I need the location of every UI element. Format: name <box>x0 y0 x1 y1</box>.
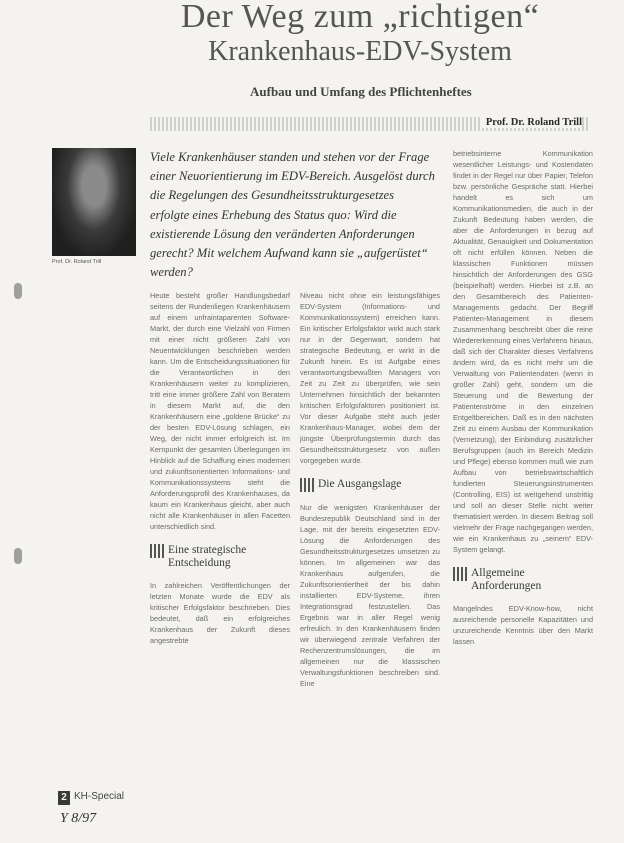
column-3 <box>453 148 593 647</box>
heading-text: Allgemeine Anforderungen <box>471 567 542 592</box>
heading-marker-icon <box>453 567 467 581</box>
section-heading-general-requirements <box>453 567 593 593</box>
heading-text: Die Ausgangslage <box>318 478 402 490</box>
column-3-paragraph-2: Mangelndes EDV-Know-how, nicht ausreichende personelle Kapazitäten und unzureichende Kenntnis über den Markt lassen <box>453 604 593 646</box>
handwritten-note: Y 8/97 <box>60 811 97 826</box>
section-heading-initial-situation <box>300 478 440 492</box>
magazine-name: KH-Special <box>74 791 125 802</box>
heading-marker-icon <box>150 544 164 558</box>
column-1 <box>150 290 290 646</box>
page-number: 2 <box>58 791 70 805</box>
author-photo <box>52 148 136 256</box>
column-2-paragraph-2: Nur die wenigsten Krankenhäuser der Bundesrepublik Deutschland sind in der Lage, mit der bereits eingesetzten EDV-Lösung die Anforderungen des Gesundheitsstrukturgesetzes umsetzen zu können. Im allgemeinen war das Krankenhaus aufgerufen, die Zukunftsorientiertheit der bis dahin installierten EDV-Systeme, ihren Integrationsgrad festzustellen. Das Ergebnis war in aller Regel wenig erfreulich. In den Krankenhäusern finden wir überwiegend zentrale Verfahren der Rechenzentrumslösungen, die im allgemeinen nur die klassischen Verwaltungsfunktionen beschreiben sind. Eine <box>300 503 440 688</box>
article-title <box>150 0 570 66</box>
column-2 <box>300 290 440 689</box>
column-3-paragraph-1: betriebsinterne Kommunikation wesentlicher Leistungs- und Kostendaten findet in der Regel nur über Papier, Telefon bzw. persönliche Gespräche statt. Hierbei handelt es sich um Kommunikationsmedien, die auch in der Zukunft Bedeutung haben werden, die aber die Anforderungen in bezug auf Aktualität, Genauigkeit und Dokumentation oft nicht erfüllen können. Neben die klassischen Funktionen müssen hinsichtlich der Anforderungen des GSG (beispielhaft) werden. Hierbei ist z.B. an den Gesamtbereich des Patienten-Managements gedacht. Der Begriff Patienten-Management in diesem Zusammenhang beschreibt über die reine Wiedererkennung eines Verfahrens hinaus, daß sich der Charakter dieses Verfahrens ändern wird, da es nicht mehr um die Verwaltung von Patientendaten (wenn in großer Zahl) geht, sondern um die Steuerung und die Bewertung der Patientenströme in den einzelnen Entgeltbereichen. Daß es in den nächsten Zeit zu einem Ausbau der Kommunikation (Vernetzung), der Einbindung zusätzlicher Berufsgruppen (auch im Bereich Medizin und Pflege) ebenso kommen muß wie zum Aufbau von betriebswirtschaftlich fundierten Steuerungsinstrumenten (Controlling, EIS) ist weitgehend unstrittig und soll an dieser Stelle nicht weiter thematisiert werden. In diesem Beitrag soll vielmehr der Frage nachgegangen werden, wie ein Krankenhaus zu „seinem“ EDV-System gelangt. <box>453 149 593 554</box>
title-line-2: Krankenhaus-EDV-System <box>208 36 512 67</box>
author-name: Prof. Dr. Roland Trill <box>480 117 582 128</box>
heading-text: Eine strategische Entscheidung <box>168 544 247 569</box>
title-line-1: Der Weg zum „richtigen“ <box>180 0 540 35</box>
binder-hole-top <box>14 283 22 299</box>
column-1-paragraph-2: In zahlreichen Veröffentlichungen der letzten Monate wurde die EDV als kritischer Erfolgsfaktor beschrieben. Dies bedeutet, daß ein erfolgreiches Krankenhaus der Zukunft dieses angestrebte <box>150 581 290 645</box>
article-subtitle: Aufbau und Umfang des Pflichtenheftes <box>250 84 472 99</box>
binder-hole-bottom <box>14 548 22 564</box>
photo-caption: Prof. Dr. Roland Trill <box>52 259 102 265</box>
section-heading-strategic <box>150 544 290 570</box>
column-1-paragraph-1: Heute besteht großer Handlungsbedarf seitens der Rundenliegen Krankenhäusern auf einem unfraintaparenten Software-Markt, der durch eine Vielzahl von Firmen mit einer nicht größeren Zahl von Neuentwicklungen beschrieben werden kann. Um die Entscheidungssituationen für die Verantwortlichen in den Krankenhäusern weiter zu komplizieren, tritt eine immer größere Zahl von Beratern in diesem Markt auf, die den Krankenhäusern eine „goldene Brücke“ zu der besten EDV-Lösung schlagen, ein Weg, der nicht immer erfolgreich ist. Im Kernpunkt der gesamten Überlegungen im Hinblick auf die Schaffung eines modernen und zukunftsorientierten Informations- und Kommunikationssystems steht die Anforderungsprofil des Krankenhauses, da kaum ein Krankenhaus gleicht, aber auch nicht alle Krankenhäuser in allen Facetten unterschiedlich sind. <box>150 291 290 531</box>
column-2-paragraph-1: Niveau nicht ohne ein leistungsfähiges EDV-System (Informations- und Kommunikationssystem) erreichen kann. Ein kritischer Erfolgsfaktor wirkt auch stark nur in der Gegenwart, sondern hat strategische Bedeutung, er wirkt in die Zukunft hinein. Es ist Aufgabe eines verantwortungsbewußten Managers von Zeit zu Zeit zu überprüfen, wie sein Unternehmen hinsichtlich der bekannten kritischen Erfolgsfaktoren positioniert ist. Vor dieser Aufgabe steht auch jeder Krankenhaus-Manager, wobei dem der jüngste Überprüfungstermin durch das Gesundheitsstrukturgesetz von außen vorgegeben wurde. <box>300 291 440 465</box>
heading-marker-icon <box>300 478 314 492</box>
lead-paragraph: Viele Krankenhäuser standen und stehen vor der Frage einer Neuorientierung im EDV-Bereich. Ausgelöst durch die Regelungen des Gesundheitsstrukturgesetzes erfolgte eines Erhebung des Status quo: Wird die existierende Lösung den veränderten Anforderungen gerecht? Mit welchem Aufwand kann sie „aufgerüstet“ werden? <box>150 150 435 280</box>
